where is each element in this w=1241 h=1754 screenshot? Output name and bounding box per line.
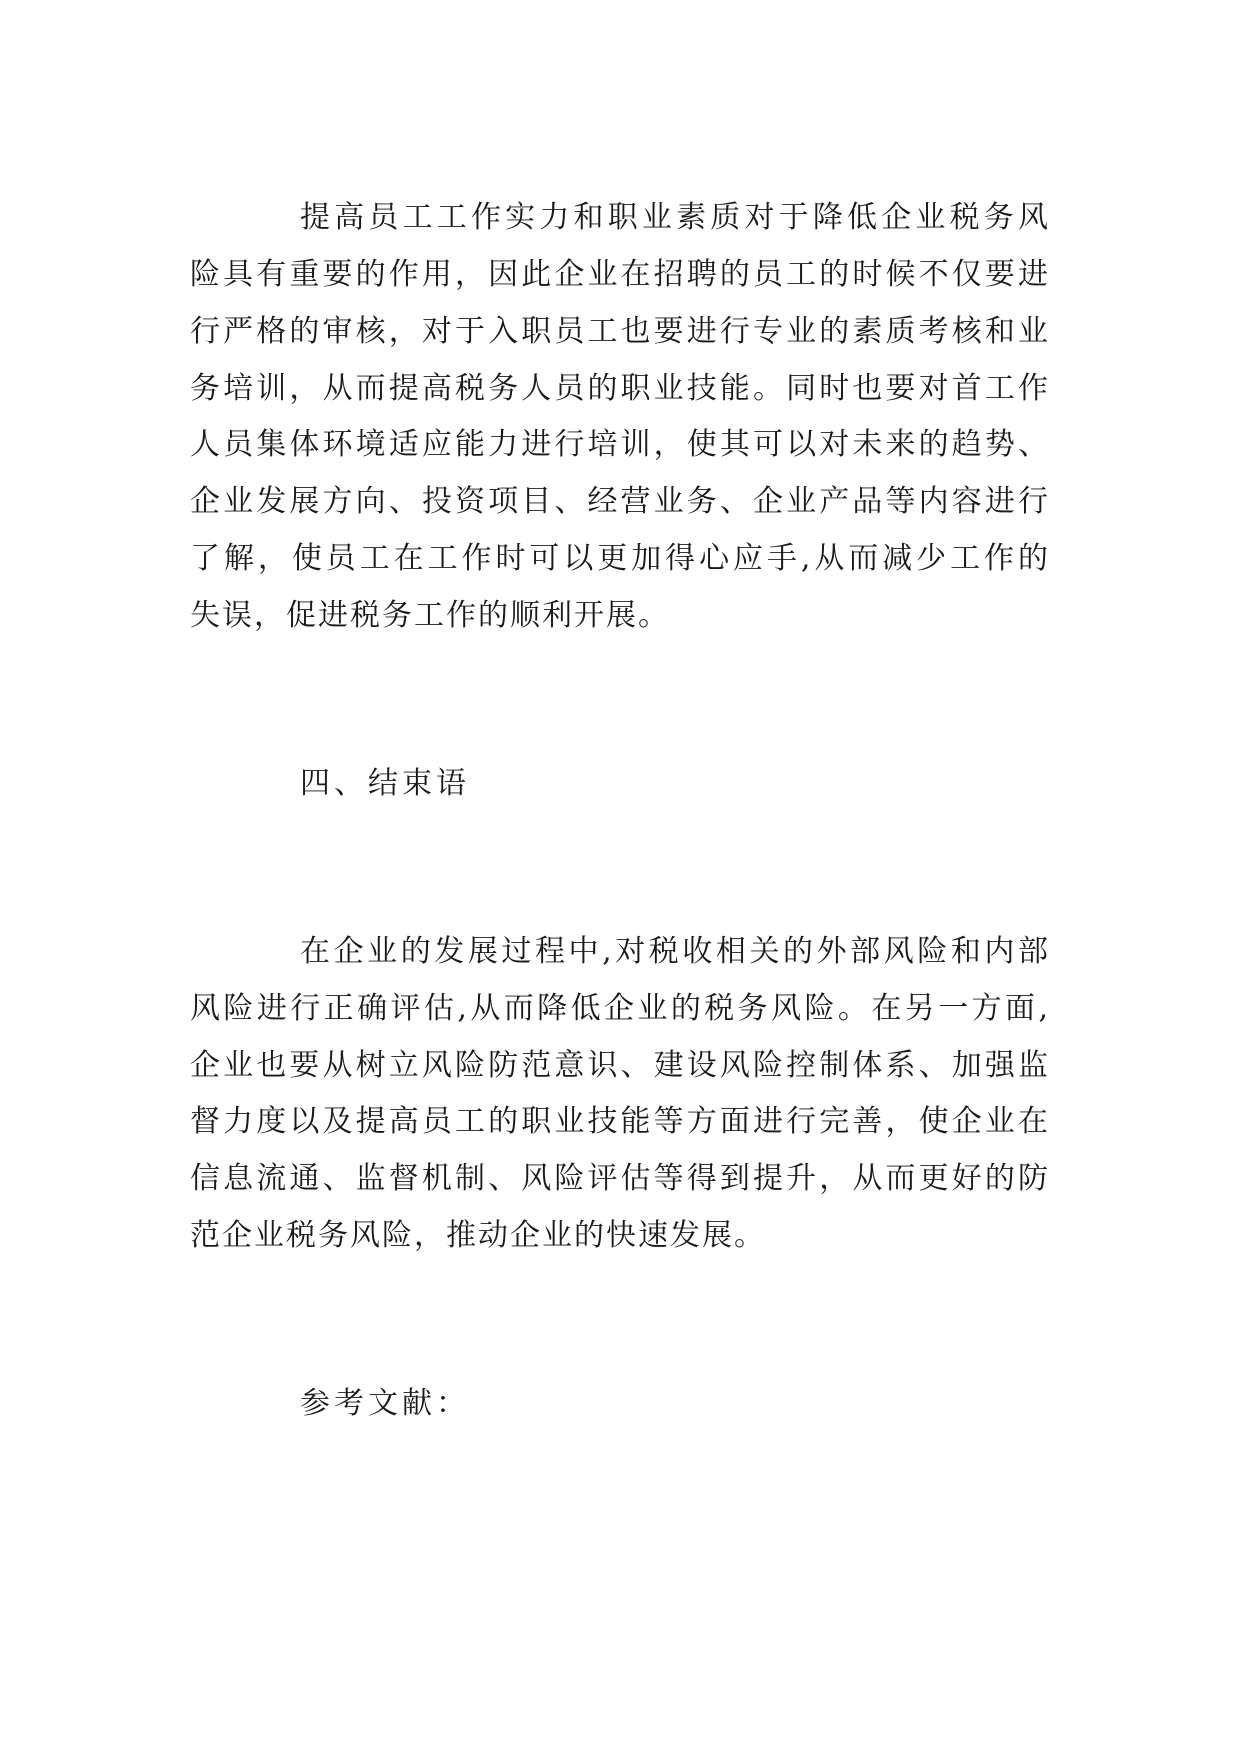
paragraph2-line-6: 范企业税务风险，推动企业的快速发展。 (190, 1218, 766, 1253)
paragraph1-line-4: 务培训，从而提高税务人员的职业技能。同时也要对首工作 (190, 371, 1050, 406)
section-heading: 四、结束语 (300, 766, 470, 801)
paragraph2-line-1: 在企业的发展过程中,对税收相关的外部风险和内部 (300, 934, 1050, 969)
paragraph1-line-3: 行严格的审核，对于入职员工也要进行专业的素质考核和业 (190, 314, 1050, 349)
paragraph1-line-7: 了解，使员工在工作时可以更加得心应手,从而减少工作的 (190, 541, 1050, 576)
paragraph1-line-8: 失误，促进税务工作的顺利开展。 (190, 598, 670, 633)
paragraph2-line-5: 信息流通、监督机制、风险评估等得到提升，从而更好的防 (190, 1161, 1050, 1196)
paragraph2-line-3: 企业也要从树立风险防范意识、建设风险控制体系、加强监 (190, 1048, 1050, 1083)
paragraph1-line-2: 险具有重要的作用，因此企业在招聘的员工的时候不仅要进 (190, 257, 1050, 292)
paragraph1-line-6: 企业发展方向、投资项目、经营业务、企业产品等内容进行 (190, 484, 1050, 519)
paragraph1-line-5: 人员集体环境适应能力进行培训，使其可以对未来的趋势、 (190, 427, 1050, 462)
references-heading: 参考文献： (300, 1386, 470, 1421)
paragraph1-line-1: 提高员工工作实力和职业素质对于降低企业税务风 (300, 200, 1050, 235)
paragraph2-line-2: 风险进行正确评估,从而降低企业的税务风险。在另一方面, (190, 991, 1050, 1026)
paragraph2-line-4: 督力度以及提高员工的职业技能等方面进行完善，使企业在 (190, 1104, 1050, 1139)
